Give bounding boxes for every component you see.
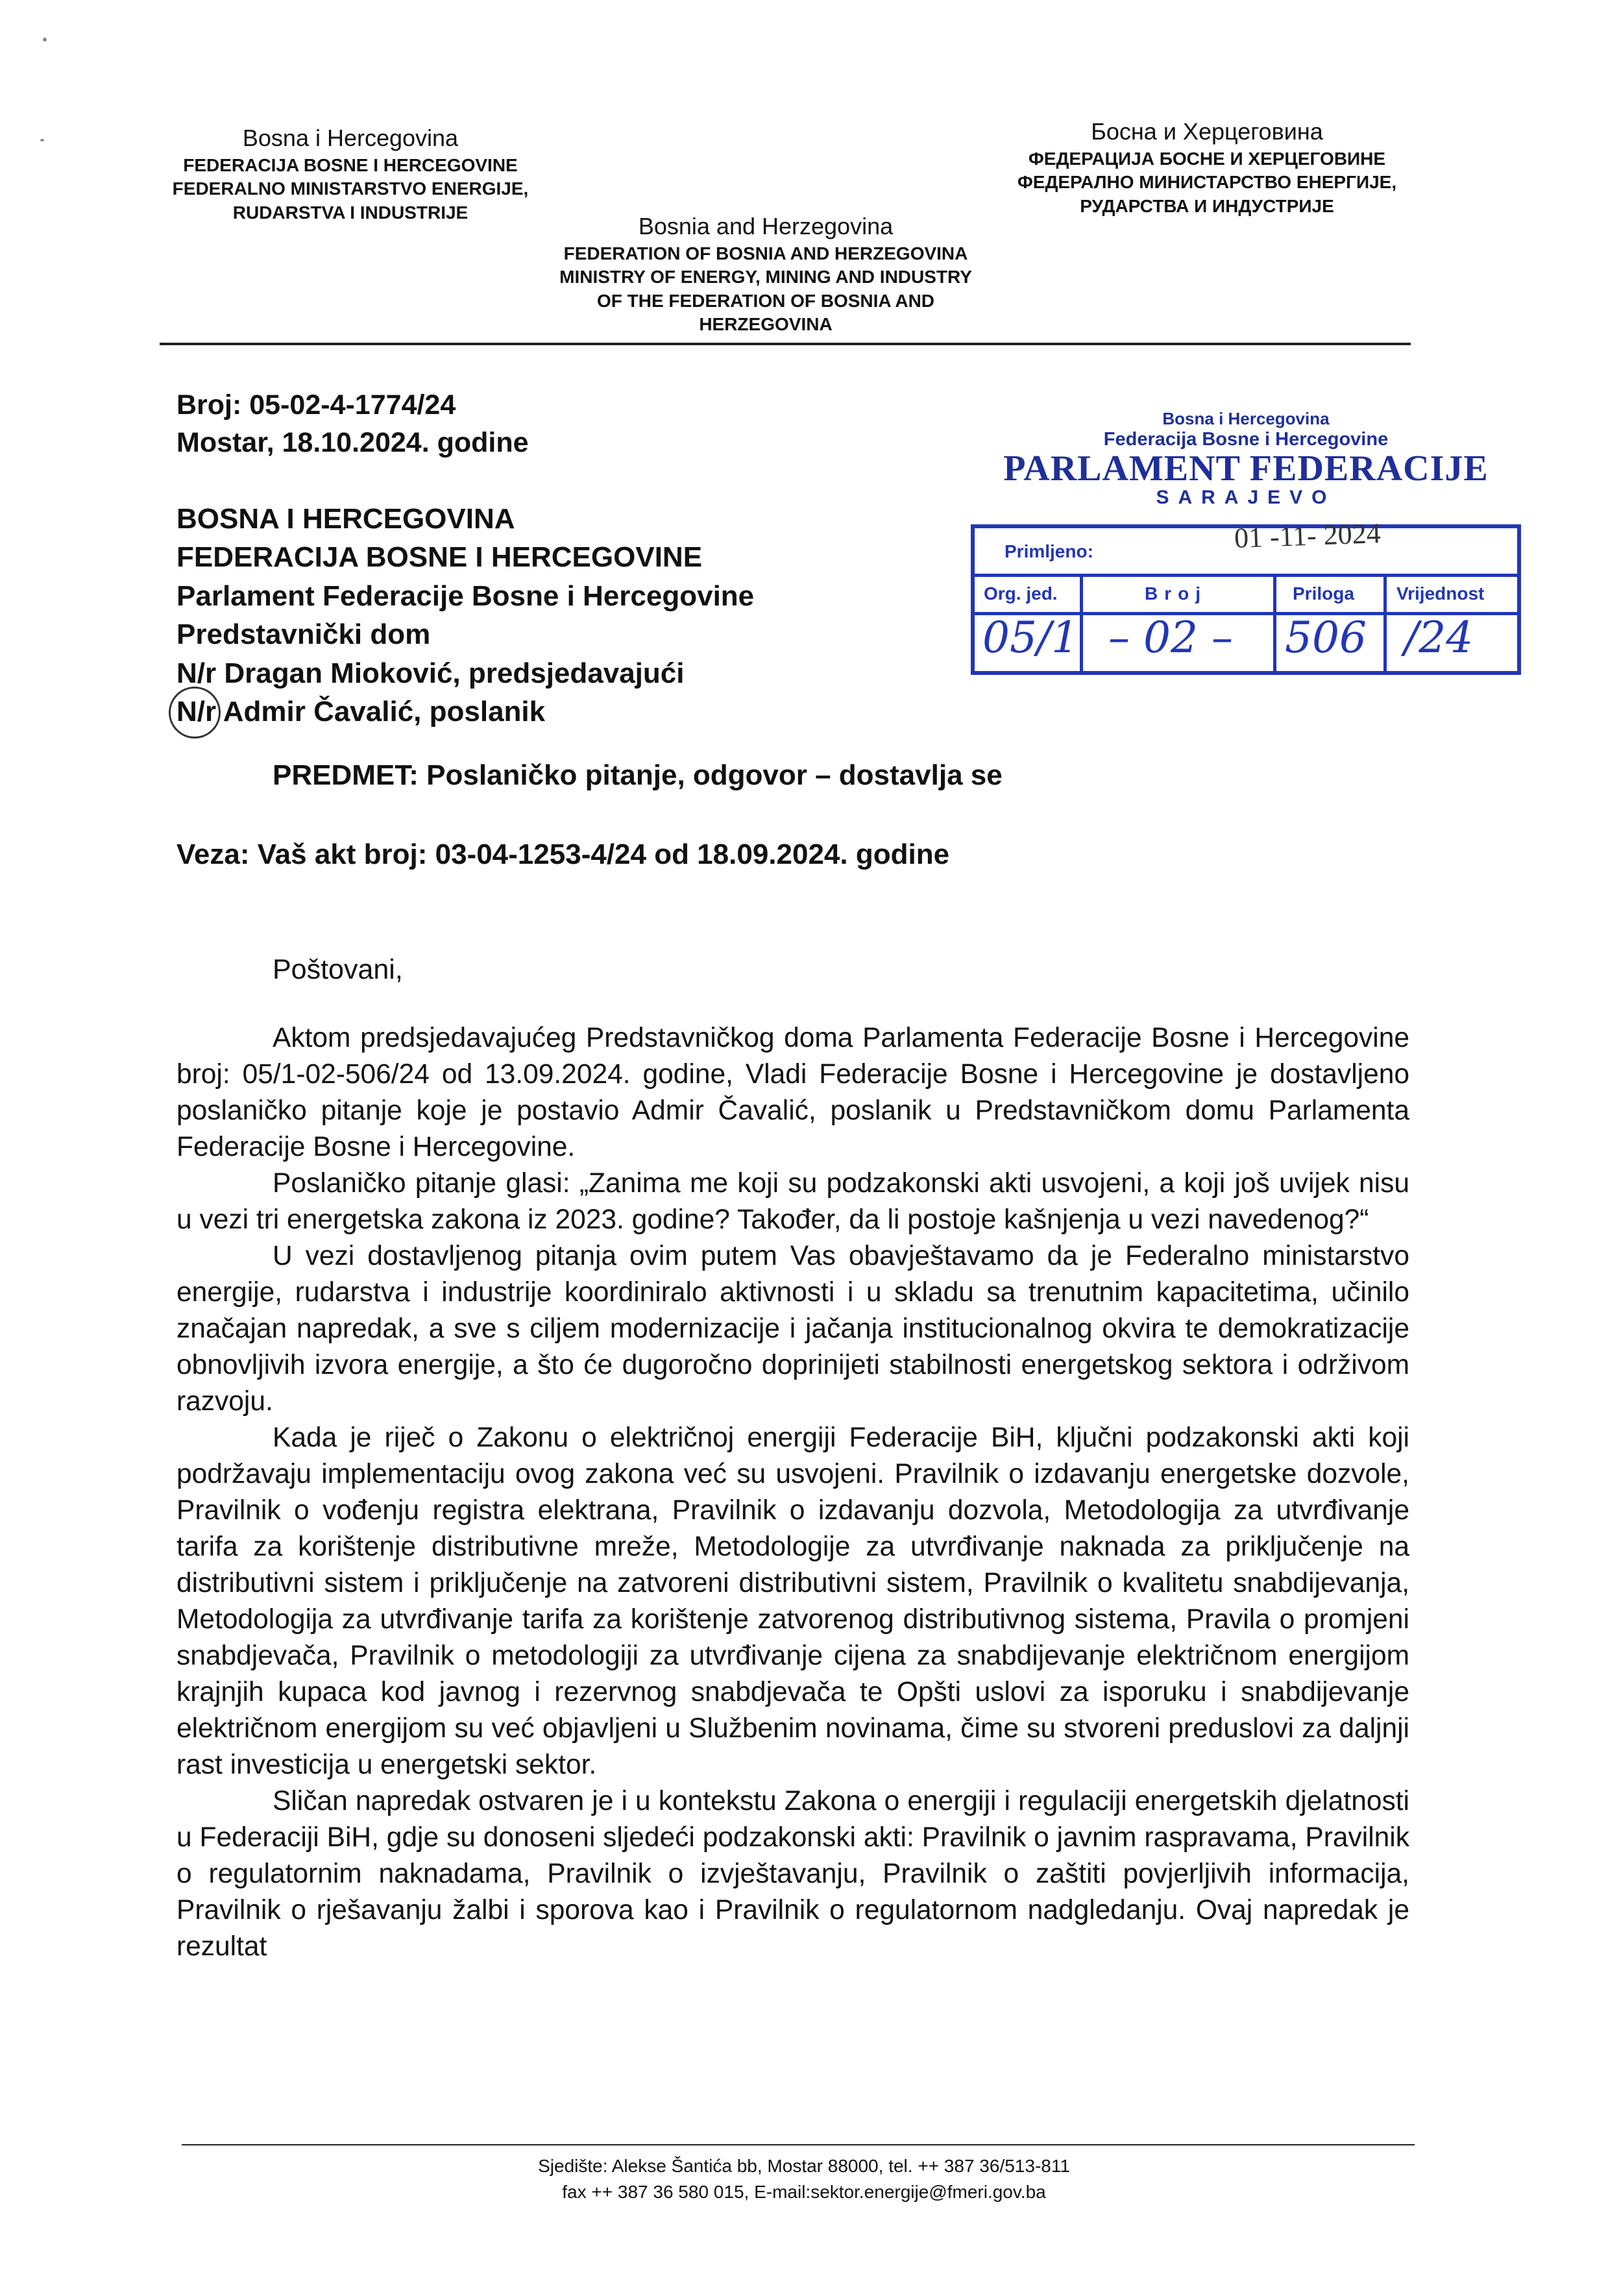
stamp-row-received (975, 517, 1517, 577)
letterhead-line: RUDARSTVA I INDUSTRIJE (232, 202, 469, 223)
recipient-line: Predstavnički dom (177, 618, 431, 651)
stamp-col-org: Org. jed. (984, 583, 1058, 604)
recipient-line: N/r Admir Čavalić, poslanik (177, 695, 546, 727)
letterhead-line: FEDERACIJA BOSNE I HERCEGOVINE (183, 154, 518, 175)
reference-block (177, 386, 529, 461)
recipient-line: Parlament Federacije Bosne i Hercegovine (177, 580, 755, 612)
stamp-value-broj: – 02 – (1108, 613, 1233, 663)
stamp-col-broj: Broj (1145, 583, 1207, 604)
place-date: Mostar, 18.10.2024. godine (177, 427, 529, 459)
scan-speck (43, 38, 47, 42)
body-paragraph: Sličan napredak ostvaren je i u kontekstu Zakona o energiji i regulaciji energetskih djelatnosti u Federaciji BiH, gdje su donoseni sljedeći podzakonski akti: Pravilnik o javnim raspravama, Pravilnik o regulatornim naknadama, Pravilnik o izvještavanju, Pravilnik o zaštiti povjerljivih informacija, Pravilnik o rješavanju žalbi i sporova kao i Pravilnik o regulatornom nadgledanju. Ovaj napredak je rezultat (177, 1786, 1409, 1962)
letterhead-line: FEDERATION OF BOSNIA AND HERZEGOVINA (563, 243, 968, 263)
footer-divider (182, 2144, 1415, 2145)
stamp-divider (1383, 577, 1387, 671)
stamp-col-priloga: Priloga (1293, 583, 1354, 604)
footer (0, 2153, 1608, 2205)
letterhead-country: Bosna i Hercegovina (242, 125, 459, 151)
body-paragraph: Poslaničko pitanje glasi: „Zanima me koji su podzakonski akti usvojeni, a koji još uvijek nisu u vezi tri energetska zakona iz 2023. godine? Također, da li postoje kašnjenja u vezi navedenog?“ (177, 1168, 1409, 1235)
stamp-divider (1080, 577, 1083, 671)
stamp-line: Federacija Bosne i Hercegovine (1103, 429, 1389, 450)
document-number: Broj: 05-02-4-1774/24 (177, 389, 456, 421)
letterhead-line: ФЕДЕРАЛНО МИНИСТАРСТВО ЕНЕРГИЈЕ, (1017, 172, 1397, 193)
stamp-value-org: 05/1 (982, 613, 1079, 663)
letterhead-line: ФЕДЕРАЦИЈА БОСНЕ И ХЕРЦЕГОВИНЕ (1028, 148, 1386, 169)
reference-link-line: Veza: Vaš akt broj: 03-04-1253-4/24 od 18.09.2024. godine (177, 838, 950, 870)
body-paragraph: Aktom predsjedavajućeg Predstavničkog doma Parlamenta Federacije Bosne i Hercegovine broj: 05/1-02-506/24 od 13.09.2024. godine, Vladi Federacije Bosne i Hercegovine je dostavljeno poslaničko pitanje koje je postavio Admir Čavalić, poslanik u Predstavničkom domu Parlamenta Federacije Bosne i Hercegovine. (177, 1023, 1409, 1162)
footer-address: Sjedište: Alekse Šantića bb, Mostar 88000, tel. ++ 387 36/513-811 (538, 2156, 1070, 2176)
stamp-row-headers (975, 577, 1517, 615)
letterhead-right (999, 117, 1415, 218)
letterhead-line: OF THE FEDERATION OF BOSNIA AND (596, 290, 935, 311)
letterhead-line: FEDERALNO MINISTARSTVO ENERGIJE, (172, 178, 529, 199)
recipient-line: BOSNA I HERCEGOVINA (177, 503, 515, 535)
letterhead-line: MINISTRY OF ENERGY, MINING AND INDUSTRY (559, 267, 972, 287)
recipient-block (177, 500, 754, 731)
letterhead-divider (160, 343, 1411, 345)
stamp-value-priloga: 506 (1285, 613, 1367, 663)
stamp-received-label: Primljeno: (1005, 541, 1093, 561)
letterhead-line: HERZEGOVINA (699, 313, 833, 334)
letterhead-line: РУДАРСТВА И ИНДУСТРИЈЕ (1080, 195, 1334, 216)
footer-contact: fax ++ 387 36 580 015, E-mail:sektor.energije@fmeri.gov.ba (562, 2182, 1046, 2202)
stamp-title: PARLAMENT FEDERACIJE (1003, 448, 1489, 489)
recipient-line: N/r Dragan Mioković, predsjedavajući (177, 657, 685, 689)
letter-body (177, 1020, 1409, 1965)
letterhead-country: Босна и Херцеговина (1091, 118, 1323, 145)
recipient-line: FEDERACIJA BOSNE I HERCEGOVINE (177, 541, 703, 574)
letterhead-center (545, 212, 986, 336)
scan-speck (40, 139, 44, 141)
stamp-city: SARAJEVO (1156, 487, 1336, 508)
subject-line: PREDMET: Poslaničko pitanje, odgovor – dostavlja se (273, 759, 1003, 791)
stamp-value-vrijednost: /24 (1404, 613, 1474, 663)
handwritten-circle-mark (169, 687, 221, 739)
greeting: Poštovani, (273, 954, 403, 985)
received-stamp-box (971, 517, 1521, 675)
body-paragraph: Kada je riječ o Zakonu o električnoj energiji Federacije BiH, ključni podzakonski akti koji podržavaju implementaciju ovog zakona već su usvojeni. Pravilnik o izdavanju energetske dozvole, Pravilnik o vođenju registra elektrana, Pravilnik o izdavanju dozvola, Metodologija za utvrđivanje tarifa za korištenje distributivne mreže, Metodologije za utvrđivanje naknada za priključenje na distributivni sistem i priključenje na zatvoreni distributivni sistem, Pravilnik o kvalitetu snabdijevanja, Metodologija za utvrđivanje tarifa za korištenje zatvorenog distributivnog sistema, Pravila o promjeni snabdjevača, Pravilnik o metodologiji za utvrđivanje cijena za snabdijevanje električnom energijom krajnjih kupaca kod javnog i rezervnog snabdjevača te Opšti uslovi za isporuku i snabdijevanje električnom energijom su već objavljeni u Službenim novinama, čime su stvoreni preduslovi za daljnji rast investicija u energetski sektor. (177, 1423, 1409, 1780)
stamp-received-date: 01 -11- 2024 (1234, 517, 1382, 554)
body-paragraph: U vezi dostavljenog pitanja ovim putem Vas obavještavamo da je Federalno ministarstvo energije, rudarstva i industrije koordiniralo aktivnosti i u skladu sa trenutnim kapacitetima, učinilo značajan napredak, a sve s ciljem modernizacije i jačanja institucionalnog okvira te demokratizacije obnovljivih izvora energije, a što će dugoročno doprinijeti stabilnosti energetskog sektora i održivom razvoju. (177, 1241, 1409, 1417)
stamp-divider (1273, 577, 1276, 671)
received-stamp-header (960, 409, 1531, 509)
letterhead-country: Bosnia and Herzegovina (638, 213, 894, 239)
letterhead-left (162, 123, 539, 225)
stamp-line: Bosna i Hercegovina (1162, 409, 1330, 428)
stamp-col-vrijednost: Vrijednost (1396, 583, 1485, 604)
